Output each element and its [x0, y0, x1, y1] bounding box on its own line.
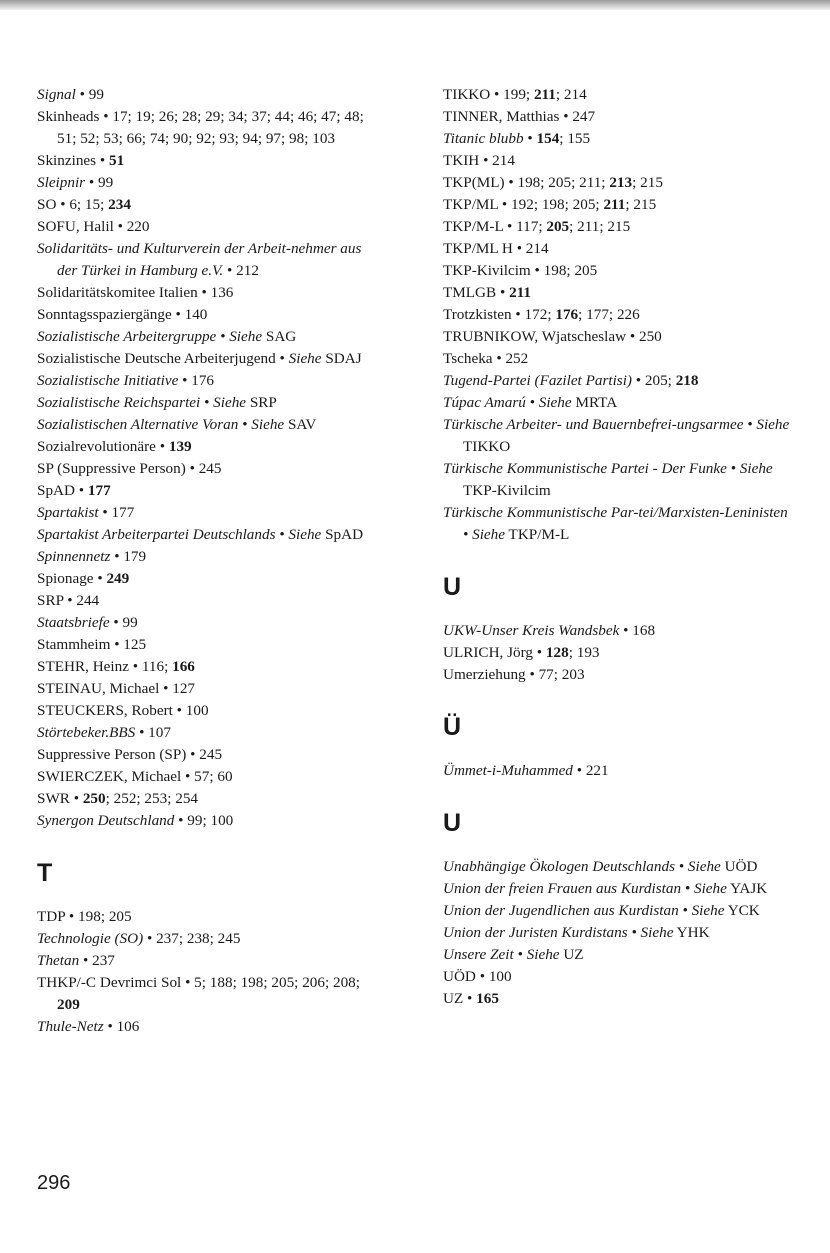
index-entry [443, 414, 793, 458]
index-entry-text: • 212 [223, 262, 259, 279]
index-entry [37, 392, 377, 414]
index-entry-text: Sozialistische Reichspartei • Siehe [37, 394, 247, 411]
index-entry-text: ; 214 [555, 86, 587, 103]
index-entry-text: SRP • 244 [37, 592, 100, 609]
index-entry [37, 744, 377, 766]
index-column-right [443, 84, 793, 1010]
index-entry [443, 642, 793, 664]
index-entry [443, 878, 793, 900]
index-entry-text: ; 215 [632, 174, 663, 191]
index-entry-text: • 99 [109, 614, 138, 631]
index-entry-text: Spinnennetz [37, 548, 111, 565]
index-entry-text: TINNER, Matthias • 247 [443, 108, 596, 125]
index-entry-text: • 106 [103, 1018, 140, 1035]
index-entry-text: SpAD [321, 526, 364, 543]
index-entry-text: Spionage • [37, 570, 107, 587]
index-entry-text: SWR • [37, 790, 83, 807]
index-entry [443, 370, 793, 392]
index-entry-text: • 99 [85, 174, 114, 191]
index-entry-text: TKIH • 214 [443, 152, 515, 169]
index-entry-text: Staatsbriefe [37, 614, 110, 631]
index-entry [37, 766, 377, 788]
index-entry [443, 620, 793, 642]
index-entry-text: UÖD [720, 858, 758, 875]
index-entry-text: UZ • [443, 990, 477, 1007]
index-entry-text: Sozialistischen Alternative Voran • Siehe [37, 416, 285, 433]
index-entry [443, 664, 793, 686]
index-page-ref-primary: 139 [168, 438, 192, 455]
index-entry-text: TKP-Kivilcim • 198; 205 [443, 262, 598, 279]
index-page-ref-primary: 211 [533, 86, 556, 103]
index-entry [443, 282, 793, 304]
index-entry-text: • 177 [98, 504, 135, 521]
index-page-ref-primary: 234 [108, 196, 131, 213]
index-entry-text: ; 193 [568, 644, 600, 661]
index-entry-text: ; 252; 253; 254 [105, 790, 199, 807]
section-letter-heading: T [37, 859, 53, 887]
index-entry-text: Trotzkisten • 172; [443, 306, 556, 323]
index-entry [37, 590, 377, 612]
index-entry-text: • 237 [79, 952, 115, 969]
index-page-ref-primary: 213 [609, 174, 633, 191]
index-entry-text: • 237; 238; 245 [143, 930, 241, 947]
index-entry-text: YCK [724, 902, 760, 919]
index-entry-text: UZ [559, 946, 584, 963]
index-entry [37, 150, 377, 172]
index-page-ref-primary: 211 [509, 284, 532, 301]
index-entry-text: ; 155 [559, 130, 591, 147]
index-page-ref-primary: 51 [108, 152, 125, 169]
index-entry [443, 922, 793, 944]
index-entry [443, 128, 793, 150]
index-entry-text: • 99 [75, 86, 104, 103]
index-entry-text: SDAJ [321, 350, 362, 367]
index-entry [37, 436, 377, 458]
index-entry [443, 966, 793, 988]
index-entry-text: TKP-Kivilcim [463, 482, 551, 499]
index-entry-text: SP (Suppressive Person) • 245 [37, 460, 222, 477]
index-entry-text: MRTA [571, 394, 618, 411]
index-entry [443, 458, 793, 502]
index-entry-text: TMLGB • [443, 284, 510, 301]
index-entry [443, 348, 793, 370]
index-entry-text: TKP/ML • 192; 198; 205; [443, 196, 604, 213]
index-page-ref-primary: 176 [555, 306, 579, 323]
index-entry [37, 172, 377, 194]
index-entry-text: Thetan [37, 952, 80, 969]
index-entry-text: STEHR, Heinz • 116; [37, 658, 173, 675]
index-entry [443, 760, 793, 782]
index-entry-text: SpAD • [37, 482, 88, 499]
index-entry [37, 678, 377, 700]
index-entry-text: • [523, 130, 537, 147]
index-entry-text: Union der Jugendlichen aus Kurdistan • Siehe [443, 902, 725, 919]
index-entry [443, 260, 793, 282]
index-entry-text: Türkische Kommunistische Par-tei/Marxisten-Leninisten • Siehe [443, 504, 788, 543]
index-entry-text: TKP/ML H • 214 [443, 240, 549, 257]
index-entry-text: SAV [284, 416, 317, 433]
index-page-ref-primary: 154 [536, 130, 560, 147]
page-number: 296 [37, 1172, 71, 1194]
index-entry-text: TKP/M-L [505, 526, 570, 543]
index-entry [37, 656, 377, 678]
index-entry-text: Skinzines • [37, 152, 109, 169]
index-entry-text: TKP(ML) • 198; 205; 211; [443, 174, 610, 191]
index-entry-text: • 107 [135, 724, 171, 741]
index-page-ref-primary: 205 [546, 218, 570, 235]
index-entry [37, 84, 377, 106]
section-letter-heading: U [443, 573, 462, 601]
index-entry [443, 194, 793, 216]
index-entry-text: YHK [673, 924, 710, 941]
index-page-ref-primary: 166 [172, 658, 195, 675]
index-page-ref-primary: 218 [675, 372, 699, 389]
index-entry-text: Skinheads • 17; 19; 26; 28; 29; 34; 37; 44; 46; 47; 48; 51; 52; 53; 66; 74; 90; 92; 93; 94; 97; 98; 103 [37, 108, 364, 147]
index-entry [37, 370, 377, 392]
index-entry [37, 524, 377, 546]
index-entry [37, 928, 377, 950]
index-entry [37, 700, 377, 722]
index-entry [443, 304, 793, 326]
index-entry-text: Stammheim • 125 [37, 636, 147, 653]
index-entry [37, 458, 377, 480]
index-entry [37, 546, 377, 568]
index-entry-text: ; 215 [625, 196, 657, 213]
index-page-ref-primary: 177 [87, 482, 111, 499]
index-entry-text: Solidaritäts- und Kulturverein der Arbeit-nehmer aus der Türkei in Hamburg e.V. [37, 240, 362, 279]
index-entry-text: • 179 [110, 548, 147, 565]
index-entry-text: TDP • 198; 205 [37, 908, 132, 925]
index-entry-text: Túpac Amarú • Siehe [443, 394, 572, 411]
index-entry-text: THKP/-C Devrimci Sol • 5; 188; 198; 205; 206; 208; [37, 974, 360, 991]
index-entry-text: Sozialistische Initiative [37, 372, 179, 389]
index-entry-text: Tscheka • 252 [443, 350, 529, 367]
index-entry [37, 634, 377, 656]
index-entry-text: TIKKO • 199; [443, 86, 534, 103]
index-entry-text: Thule-Netz [37, 1018, 104, 1035]
index-entry-text: Union der Juristen Kurdistans • Siehe [443, 924, 674, 941]
index-page-ref-primary: 209 [57, 996, 80, 1013]
index-entry-text: TKP/M-L • 117; [443, 218, 547, 235]
index-entry-text: ULRICH, Jörg • [443, 644, 546, 661]
index-page-ref-primary: 249 [106, 570, 130, 587]
index-entry [443, 172, 793, 194]
index-column-left [37, 84, 377, 1038]
index-entry [37, 216, 377, 238]
top-edge-shadow [0, 0, 830, 10]
index-entry [443, 502, 793, 546]
index-entry-text: Sleipnir [37, 174, 86, 191]
index-entry-text: Spartakist Arbeiterpartei Deutschlands • Siehe [37, 526, 322, 543]
index-entry-text: Sozialistische Arbeitergruppe • Siehe [37, 328, 263, 345]
index-entry [443, 84, 793, 106]
index-entry [37, 1016, 377, 1038]
index-entry-text: SRP [246, 394, 277, 411]
index-page-ref-primary: 211 [603, 196, 626, 213]
index-entry-text: STEINAU, Michael • 127 [37, 680, 196, 697]
index-entry [443, 988, 793, 1010]
index-entry-text: SO • 6; 15; [37, 196, 109, 213]
index-entry-text: ; 177; 226 [578, 306, 640, 323]
section-letter-heading: Ü [443, 713, 462, 741]
index-entry-text: Unabhängige Ökologen Deutschlands • Siehe [443, 858, 721, 875]
index-entry [37, 950, 377, 972]
index-entry-text: Siehe [288, 350, 322, 367]
index-entry-text: Türkische Arbeiter- und Bauernbefrei-ungsarmee • Siehe [443, 416, 790, 433]
index-entry-text: YAJK [726, 880, 768, 897]
index-entry-text: UÖD • 100 [443, 968, 512, 985]
index-entry [443, 856, 793, 878]
index-entry-text: Suppressive Person (SP) • 245 [37, 746, 223, 763]
index-entry-text: SAG [262, 328, 297, 345]
index-entry [443, 326, 793, 348]
index-entry-text: Störtebeker.BBS [37, 724, 136, 741]
index-entry-text: TIKKO [463, 438, 511, 455]
index-entry [443, 900, 793, 922]
index-entry-text: Sozialrevolutionäre • [37, 438, 169, 455]
index-entry [37, 106, 377, 150]
index-entry-text: STEUCKERS, Robert • 100 [37, 702, 209, 719]
index-entry-text: Umerziehung • 77; 203 [443, 666, 585, 683]
index-entry [37, 612, 377, 634]
index-entry [443, 238, 793, 260]
index-page-ref-primary: 165 [476, 990, 499, 1007]
index-entry-text: Spartakist [37, 504, 99, 521]
index-entry [443, 150, 793, 172]
index-entry-text: SOFU, Halil • 220 [37, 218, 150, 235]
index-entry-text: Union der freien Frauen aus Kurdistan • Siehe [443, 880, 727, 897]
index-entry-text: SWIERCZEK, Michael • 57; 60 [37, 768, 233, 785]
index-entry [37, 326, 377, 348]
index-entry-text: TRUBNIKOW, Wjatscheslaw • 250 [443, 328, 662, 345]
index-entry-text: Ümmet-i-Muhammed [443, 762, 573, 779]
index-entry [443, 944, 793, 966]
index-entry [37, 788, 377, 810]
index-entry-text: Synergon Deutschland [37, 812, 175, 829]
section-letter-heading: U [443, 809, 462, 837]
index-entry [37, 282, 377, 304]
index-entry [37, 194, 377, 216]
index-page-ref-primary: 128 [545, 644, 569, 661]
index-entry [37, 304, 377, 326]
index-entry-text: Unsere Zeit • Siehe [443, 946, 560, 963]
index-entry-text: Solidaritätskomitee Italien • 136 [37, 284, 234, 301]
index-entry-text: UKW-Unser Kreis Wandsbek [443, 622, 620, 639]
index-entry [37, 722, 377, 744]
index-entry [37, 502, 377, 524]
index-entry [37, 972, 377, 1016]
index-entry [37, 480, 377, 502]
index-entry [443, 392, 793, 414]
index-entry-text: Tugend-Partei (Fazilet Partisi) [443, 372, 632, 389]
index-entry-text: • 221 [572, 762, 609, 779]
index-entry-text: Technologie (SO) [37, 930, 144, 947]
index-entry [37, 810, 377, 832]
index-entry [37, 568, 377, 590]
index-entry [37, 906, 377, 928]
index-entry-text: ; 211; 215 [569, 218, 631, 235]
index-entry-text: • 176 [178, 372, 215, 389]
index-entry-text: Signal [37, 86, 76, 103]
index-entry [37, 414, 377, 436]
index-entry [37, 238, 377, 282]
index-entry-text: • 99; 100 [174, 812, 234, 829]
index-entry [443, 106, 793, 128]
index-entry-text: Sonntagsspaziergänge • 140 [37, 306, 208, 323]
index-page-ref-primary: 250 [82, 790, 106, 807]
index-entry [443, 216, 793, 238]
index-entry-text: Sozialistische Deutsche Arbeiterjugend • [37, 350, 289, 367]
index-entry-text: Türkische Kommunistische Partei - Der Funke • Siehe [443, 460, 773, 477]
index-entry-text: Titanic blubb [443, 130, 524, 147]
index-entry [37, 348, 377, 370]
index-entry-text: • 205; [631, 372, 676, 389]
index-entry-text: • 168 [619, 622, 656, 639]
